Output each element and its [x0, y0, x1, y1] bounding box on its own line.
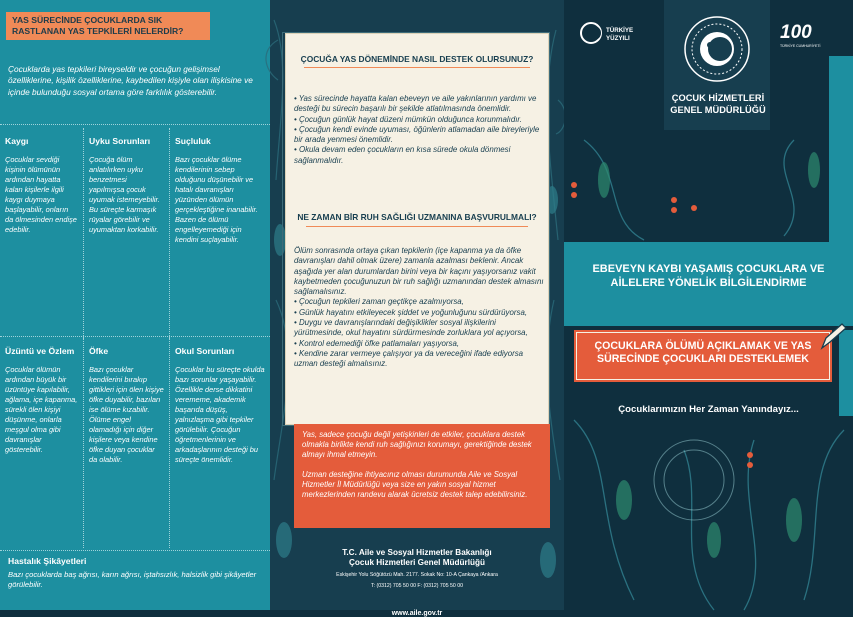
grief-cell-hastalik [8, 556, 266, 590]
cell-title: Uyku Sorunları [89, 136, 151, 146]
left-panel [0, 0, 270, 610]
cover-panel [564, 0, 853, 610]
divider [0, 550, 270, 551]
note-text: Yas, sadece çocuğu değil yetişkinleri de etkiler, çocuklara destek olmakla birlikte kendi ruh sağlığınızı korumayı, gerektiğinde destek almayı ihmal etmeyin. [302, 430, 532, 460]
centennial-logo [780, 22, 824, 48]
grief-cell-okul [170, 338, 270, 548]
grief-cell-kaygi [0, 128, 84, 338]
note-text: Uzman desteğine ihtiyacınız olması durumunda Aile ve Sosyal Hizmetler İl Müdürlüğü veya size en yakın sosyal hizmet merkezlerinden randevu alarak ücretsiz destek talep edebilirsiniz. [302, 469, 528, 500]
directorate-name: Çocuk Hizmetleri Genel Müdürlüğü [348, 558, 486, 567]
grief-cell-uyku [84, 128, 170, 338]
ty-text: TÜRKİYE YÜZYILI [606, 27, 634, 42]
accent-bar [829, 56, 853, 246]
support-list [294, 94, 542, 166]
grief-row-1 [0, 128, 270, 338]
ministry-seal-icon [682, 14, 752, 84]
cell-title: Kaygı [5, 136, 29, 146]
list-item: • Çocuğun kendi evinde uyuması, öğünlerin atlamadan aile bireyleriyle bir arada yenmesi önemlidir. [294, 124, 540, 145]
centennial-number: 100 [780, 22, 812, 43]
list-item: • Günlük hayatını etkileyecek şiddet ve yoğunluğunu sürdürüyorsa, [294, 307, 528, 317]
cell-title: Suçluluk [175, 136, 211, 146]
tagline: Çocuklarımızın Her Zaman Yanındayız... [618, 404, 799, 415]
ty-logo-icon [580, 22, 602, 44]
directorate-title: ÇOCUK HİZMETLERİ GENEL MÜDÜRLÜĞÜ [670, 93, 766, 115]
divider [306, 226, 528, 227]
grief-cell-sucluluk [170, 128, 270, 338]
list-item: Ölüm sonrasında ortaya çıkan tepkilerin (içe kapanma ya da öfke davranışları dahil olmak üzere) zamanla azalması beklenir. Ancak aşağıda yer alan durumlardan birini veya bir kaçını yaşıyorsanız vakit kaybetmeden çocuğunuzun bir ruh sağlığı uzmanından destek almasını sağlamalısınız. [294, 246, 544, 297]
divider [0, 336, 270, 337]
cell-title: Hastalık Şikâyetleri [8, 556, 87, 566]
brochure-subtitle: ÇOCUKLARA ÖLÜMÜ AÇIKLAMAK VE YAS SÜRECİNDE ÇOCUKLARI DESTEKLEMEK [594, 340, 812, 365]
expert-question: NE ZAMAN BİR RUH SAĞLIĞI UZMANINA BAŞVURULMALI? [297, 212, 537, 222]
phone: T: (0312) 705 50 00 F: (0312) 705 50 00 [371, 583, 463, 589]
website-link[interactable]: www.aile.gov.tr [391, 610, 443, 617]
cell-text: Çocuklar sevdiği kişinin ölümünün ardından hayatta kalan kişilerle ilgili kaygı duymaya başlayabilir, onların da ölmesinden endişe edebilir. [5, 155, 77, 234]
ministry-name: T.C. Aile ve Sosyal Hizmetler Bakanlığı [342, 548, 492, 557]
note-box [294, 424, 550, 528]
support-question: ÇOCUĞA YAS DÖNEMİNDE NASIL DESTEK OLURSUNUZ? [300, 54, 534, 64]
cell-text: Çocuklar bu süreçte okulda bazı sorunlar yaşayabilir. Özellikle derse dikkatini verememe, akademik başarıda düşüş, yalnızlaşma gibi tepkiler görülebilir. Çocuğun öğretmenlerinin ve arkadaşlarının desteği bu süreçte önemlidir. [175, 365, 265, 464]
expert-list [294, 246, 544, 370]
section-tag: YAS SÜRECİNDE ÇOCUKLARDA SIK RASTLANAN YAS TEPKİLERİ NELERDİR? [6, 12, 210, 40]
list-item: • Okula devam eden çocukların en kısa sürede okula dönmesi sağlanmalıdır. [294, 145, 511, 165]
centennial-sub: TÜRKİYE CUMHURİYETİ [780, 44, 821, 48]
cell-text: Bazı çocuklar kendilerini bırakıp gittikleri için ölen kişiye öfke duyabilir, bazıları ise ölüme kızabilir. Ölüme engel olamadığı için diğer kişilere veya kendine öfke duyan çocuklar da olabilir. [89, 365, 164, 464]
cell-text: Çocuklar ölümün ardından büyük bir üzüntüye kapılabilir, ağlama, içe kapanma, sürekli ölen kişiyi düşünme, onlarla meşgul olma gibi davranışlar gösterebilir. [5, 365, 78, 454]
list-item: • Çocuğun günlük hayat düzeni mümkün olduğunca korunmalıdır. [294, 114, 522, 124]
middle-panel [270, 0, 564, 617]
grief-cell-ofke [84, 338, 170, 548]
list-item: • Kendine zarar vermeye çalışıyor ya da vereceğini ifade ediyorsa uzman desteği almalısınız. [294, 348, 524, 369]
grief-cell-uzuntu [0, 338, 84, 548]
divider [0, 124, 270, 125]
list-item: • Yas sürecinde hayatta kalan ebeveyn ve aile yakınlarının yardımı ve desteği bu sürecin başarılı bir şekilde atlatılmasında önemlidir. [294, 94, 537, 114]
list-item: • Çocuğun tepkileri zaman geçtikçe azalmıyorsa, [294, 297, 464, 307]
cell-text: Bazı çocuklar ölüme kendilerinin sebep olduğunu düşünebilir ve hatalı davranışları yüzünden ölümün gerçekleştiğine inanabilir. Bazen de ölümü engelleyemediği için kendini suçlayabilir. [175, 155, 258, 244]
footer [270, 548, 564, 617]
list-item: • Duygu ve davranışlarındaki değişiklikler sosyal ilişkilerini yürütmesinde, okul hayatını sürdürmesinde zorluklara yol açıyorsa, [294, 318, 528, 338]
cell-title: Okul Sorunları [175, 346, 235, 356]
grief-row-2 [0, 338, 270, 548]
divider [304, 67, 530, 68]
cell-text: Bazı çocuklarda baş ağrısı, karın ağrısı, iştahsızlık, halsizlik gibi şikâyetler görülebilir. [8, 570, 257, 589]
intro-text: Çocuklarda yas tepkileri bireyseldir ve çocuğun gelişimsel özelliklerine, kişilik özelliklerine, kaybedilen kişiyle olan ilişkisine ve içinde bulunduğu sosyal ortama göre farklılık gösterebilir. [8, 64, 253, 97]
address: Eskişehir Yolu Söğütözü Mah. 2177. Sokak No: 10-A Çankaya /Ankara [336, 572, 498, 578]
brochure-title: EBEVEYN KAYBI YAŞAMIŞ ÇOCUKLARA VE AİLELERE YÖNELİK BİLGİLENDİRME [592, 263, 825, 289]
turkiye-yuzyili-logo [580, 22, 652, 46]
support-card [286, 34, 548, 424]
cell-title: Üzüntü ve Özlem [5, 346, 75, 356]
cell-title: Öfke [89, 346, 109, 356]
list-item: • Kontrol edemediği öfke patlamaları yaşıyorsa, [294, 338, 460, 348]
cell-text: Çocuğa ölüm anlatılırken uyku benzetmesi yapılmışsa çocuk uyumak istemeyebilir. Bu süreçte karmaşık rüyalar görebilir ve uyumaktan korkabilir. [89, 155, 160, 234]
